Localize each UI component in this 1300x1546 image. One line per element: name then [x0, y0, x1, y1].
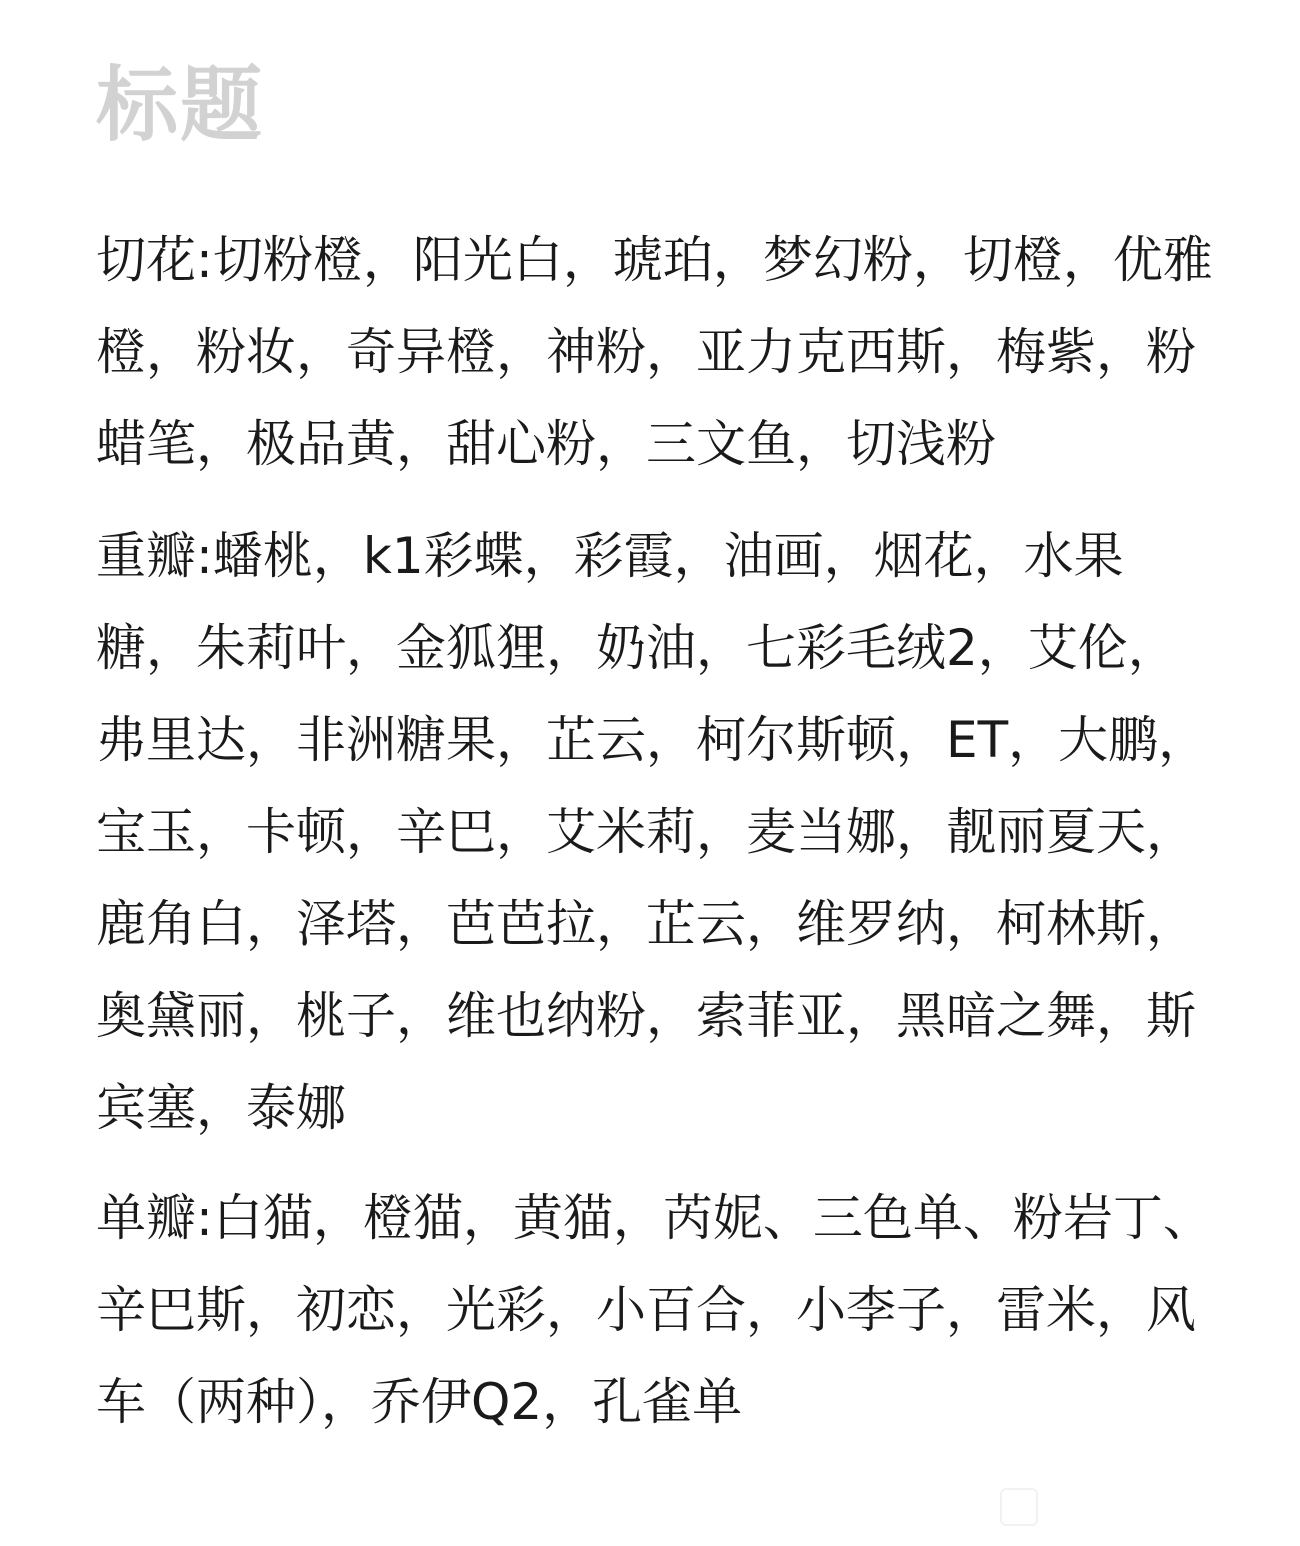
page-title: 标题 [96, 58, 265, 153]
section-text: 白猫，橙猫，黄猫，芮妮、三色单、粉岩丁、辛巴斯，初恋，光彩，小百合，小李子，雷米，风车（两种），乔伊Q2，孔雀单 [96, 1189, 1213, 1431]
section-label: 单瓣: [96, 1189, 213, 1247]
section-single-petal [96, 1172, 1214, 1448]
section-text: 蟠桃，k1彩蝶，彩霞，油画，烟花，水果糖，朱莉叶，金狐狸，奶油，七彩毛绒2，艾伦，弗里达，非洲糖果，芷云，柯尔斯顿，ET，大鹏，宝玉，卡顿，辛巴，艾米莉，麦当娜，靓丽夏天，鹿角白，泽塔，芭芭拉，芷云，维罗纳，柯林斯，奥黛丽，桃子，维也纳粉，索菲亚，黑暗之舞，斯宾塞，泰娜 [96, 527, 1209, 1137]
section-cut-flower [96, 214, 1214, 490]
watermark-logo [1000, 1488, 1038, 1526]
section-double-petal [96, 510, 1214, 1154]
section-label: 重瓣: [96, 527, 213, 585]
section-label: 切花: [96, 231, 213, 289]
section-text: 切粉橙，阳光白，琥珀，梦幻粉，切橙，优雅橙，粉妆，奇异橙，神粉，亚力克西斯，梅紫，粉蜡笔，极品黄，甜心粉，三文鱼，切浅粉 [96, 231, 1213, 473]
